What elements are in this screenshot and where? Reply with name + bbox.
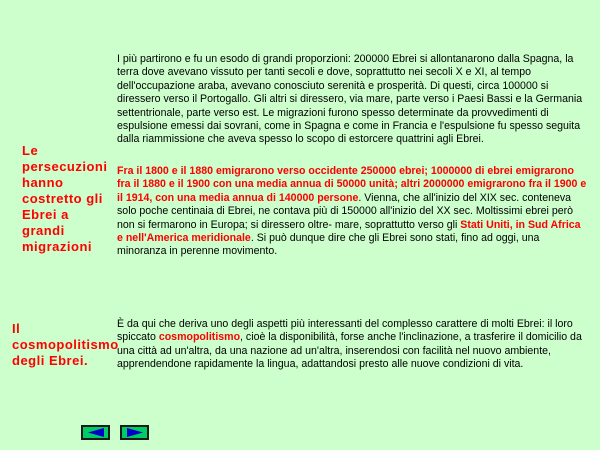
highlight-cosmopolitanism: cosmopolitismo	[158, 331, 241, 344]
paragraph-emigration-text-1: . Vienna, che all'inizio del XIX sec. conteneva solo poche centinaia di Ebrei, ne contava più di 150000 all'inizio del XX sec. Moltissimi ebrei però non si fermarono in Europa; si diressero oltre- mare, soprattutto verso gli	[117, 191, 574, 231]
paragraph-cosmo-text-1: È da qui che deriva uno degli aspetti più interessanti del complesso carattere di molti Ebrei: il loro spiccato	[117, 318, 573, 344]
paragraph-cosmo-text-2: , cioè la disponibilità, forse anche l'inclinazione, a trasferire il domicilio da una città ad un'altra, da una nazione ad un'altra, inserendosi con facilità nel nuovo ambiente, apprendendone rapidamente la lingua, adattandosi presto alle nuove condizioni di vita.	[117, 331, 582, 371]
paragraph-exodus: I più partirono e fu un esodo di grandi proporzioni: 200000 Ebrei si allontanarono dalla Spagna, la terra dove avevano vissuto per tanti secoli e dove, soprattutto nei secoli X e XI, al tempo dell'occupazione araba, avevano conosciuto serenità e prosperità. Di questi, circa 100000 si diressero verso il Portogallo. Gli altri si diressero, via mare, parte verso i Paesi Bassi e la Germania settentrionale, parte verso est. Le migrazioni furono spesso determinate da provvedimenti di espulsione emessi dai sovrani, come in Spagna e come in Francia e l'espulsione fu spesso seguita dalla riammissione che aveva spesso lo scopo di estorcere quattrini agli Ebrei.	[117, 53, 583, 146]
section-title-cosmopolitanism: Il cosmopolitismo degli Ebrei.	[12, 321, 119, 368]
highlight-destinations: Stati Uniti, in Sud Africa e nell'America meridionale	[117, 218, 581, 245]
paragraph-emigration-text-2: . Si può dunque dire che gli Ebrei sono stati, fino ad oggi, una minoranza in perenne movimento.	[117, 232, 540, 258]
arrow-right-icon	[126, 428, 144, 437]
paragraph-emigration-figures	[117, 165, 587, 259]
next-button[interactable]	[120, 425, 149, 440]
highlight-emigration-figures: Fra il 1800 e il 1880 emigrarono verso occidente 250000 ebrei; 1000000 di ebrei emigrarono fra il 1880 e il 1900 con una media annua di 50000 unità; altri 2000000 emigrarono fra il 1900 e il 1914, con una media annua di 140000 persone	[117, 165, 587, 204]
paragraph-cosmopolitanism	[117, 318, 587, 372]
section-title-migrations: Le persecuzioni hanno costretto gli Ebrei a grandi migrazioni	[22, 143, 108, 254]
arrow-left-icon	[87, 428, 105, 437]
prev-button[interactable]	[81, 425, 110, 440]
